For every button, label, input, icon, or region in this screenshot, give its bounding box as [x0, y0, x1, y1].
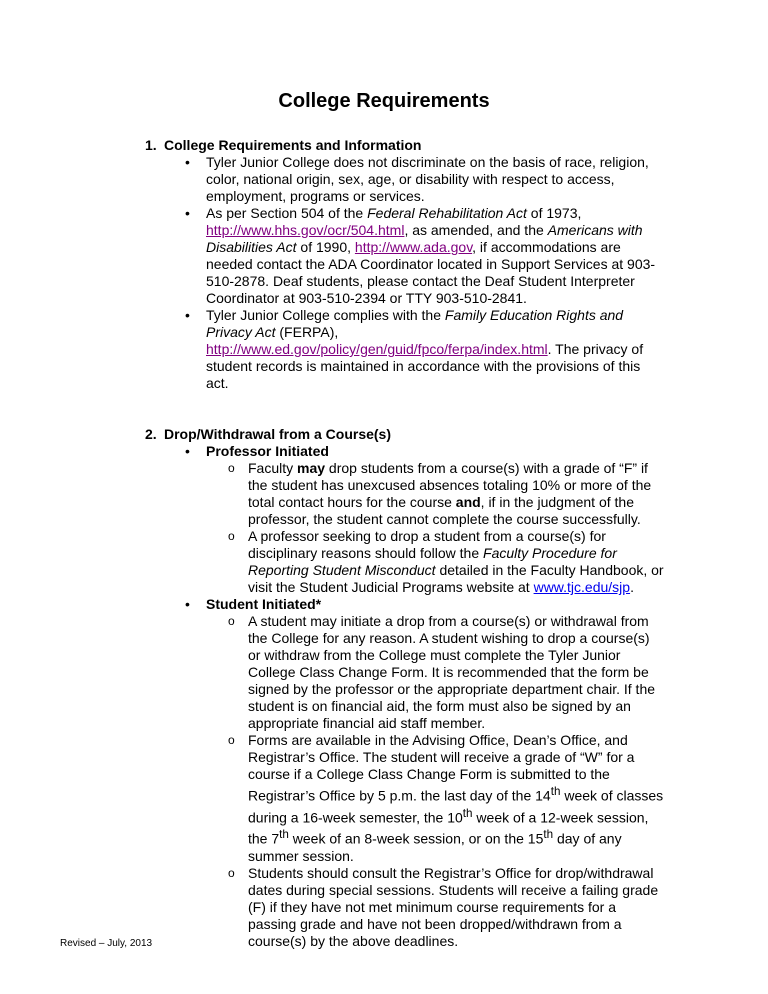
text-segment: Tyler Junior College complies with the: [206, 307, 445, 323]
list-item: [145, 205, 665, 307]
procedure-name: Faculty Procedure for Reporting Student Misconduct: [248, 545, 617, 578]
list-item: [145, 443, 665, 596]
text-segment: . The privacy of student records is maintained in accordance with the provisions of this act.: [206, 341, 644, 391]
text-segment: day of any summer session.: [248, 830, 622, 864]
text-segment: , if in the judgment of the professor, the student cannot complete the course successfully.: [248, 494, 641, 527]
section-1-title: College Requirements and Information: [164, 137, 422, 153]
text-segment: week of an 8-week session, or on the 15: [288, 830, 544, 847]
list-item: [145, 154, 665, 205]
hhs-link[interactable]: http://www.hhs.gov/ocr/504.html: [206, 222, 405, 238]
professor-sublist: [206, 460, 665, 596]
text-segment: , if accommodations are needed contact the ADA Coordinator located in Support Services at 903-510-2878. Deaf students, please contact the Deaf Student Interpreter Coordinator at 903-510-2394 or TTY 903-510-2841.: [206, 239, 656, 306]
text-segment: As per Section 504 of the: [206, 205, 368, 221]
bullet-icon: •: [185, 307, 190, 323]
section-2-heading: [145, 426, 665, 443]
act-name: Americans with Disabilities Act: [206, 222, 643, 255]
professor-initiated-heading: Professor Initiated: [206, 443, 329, 459]
list-item: [206, 528, 665, 596]
emphasis: and: [455, 494, 481, 510]
ordinal-suffix: th: [543, 828, 554, 842]
text-segment: A professor seeking to drop a student from a course(s) for disciplinary reasons should follow the: [248, 528, 606, 561]
nondiscrimination-text: Tyler Junior College does not discriminate on the basis of race, religion, color, national origin, sex, age, or disability with respect to access, employment, programs or services.: [206, 154, 649, 204]
text-segment: week of classes during a 16-week semester, the 10: [248, 787, 664, 826]
circle-bullet-icon: o: [228, 614, 235, 628]
list-item: [145, 307, 665, 392]
student-initiated-heading: Student Initiated*: [206, 596, 322, 612]
section-2-list: [145, 443, 665, 950]
text-segment: week of a 12-week session, the 7: [248, 809, 649, 847]
list-item: [206, 865, 665, 950]
bullet-icon: •: [185, 154, 190, 170]
text-segment: A student may initiate a drop from a course(s) or withdrawal from the College for any reason. A student wishing to drop a course(s) or withdraw from the College must complete the Tyler Junior College Class Change Form. It is recommended that the form be signed by the professor or the appropriate department chair. If the student is on financial aid, the form must also be signed by an appropriate financial aid staff member.: [248, 613, 656, 731]
text-segment: Forms are available in the Advising Office, Dean’s Office, and Registrar’s Office. The student will receive a grade of “W” for a course if a College Class Change Form is submitted to the Registrar’s Office by 5 p.m. the last day of the 14: [248, 732, 635, 804]
ordinal-suffix: th: [550, 785, 561, 798]
section-2-title: Drop/Withdrawal from a Course(s): [164, 426, 392, 442]
circle-bullet-icon: o: [228, 461, 235, 475]
ferpa-link[interactable]: http://www.ed.gov/policy/gen/guid/fpco/ferpa/index.html: [206, 341, 548, 357]
text-segment: detailed in the Faculty Handbook, or visit the Student Judicial Programs website at: [248, 562, 664, 595]
text-segment: .: [630, 579, 634, 595]
sjp-link[interactable]: www.tjc.edu/sjp: [533, 579, 631, 595]
act-name: Family Education Rights and Privacy Act: [206, 307, 624, 340]
section-1-heading: [145, 137, 665, 154]
text-segment: Students should consult the Registrar’s Office for drop/withdrawal dates during special sessions. Students will receive a failing grade (F) if they have not met minimum course requirements for a passing grade and have not been dropped/withdrawn from a course(s) by the above deadlines.: [248, 864, 659, 949]
text-segment: , as amended, and the: [404, 222, 548, 238]
circle-bullet-icon: o: [228, 529, 235, 543]
text-segment: drop students from a course(s) with a grade of “F” if the student has unexcused absences totaling 10% or more of the total contact hours for the course: [248, 460, 652, 510]
text-segment: (FERPA),: [275, 324, 339, 340]
section-1-list: [145, 154, 665, 392]
document-body: [145, 137, 665, 950]
bullet-icon: •: [185, 596, 190, 612]
bullet-icon: •: [185, 443, 190, 459]
circle-bullet-icon: o: [228, 733, 235, 747]
ordinal-suffix: th: [462, 806, 473, 820]
section-1-number: 1.: [145, 137, 157, 153]
text-segment: of 1990,: [296, 239, 355, 255]
list-item: [206, 460, 665, 528]
ada-link[interactable]: http://www.ada.gov: [354, 239, 473, 255]
section-2-number: 2.: [145, 426, 157, 442]
circle-bullet-icon: o: [228, 865, 235, 880]
revision-footer: Revised – July, 2013: [60, 938, 153, 949]
text-segment: Faculty: [248, 460, 298, 476]
list-item: [206, 732, 665, 865]
list-item: [206, 613, 665, 732]
page-title: College Requirements: [278, 90, 490, 112]
ordinal-suffix: th: [279, 828, 289, 842]
act-name: Federal Rehabilitation Act: [367, 205, 527, 221]
text-segment: of 1973,: [526, 205, 582, 221]
emphasis: may: [297, 460, 326, 476]
student-sublist: [206, 613, 665, 950]
bullet-icon: •: [185, 205, 190, 221]
list-item: [145, 596, 665, 950]
